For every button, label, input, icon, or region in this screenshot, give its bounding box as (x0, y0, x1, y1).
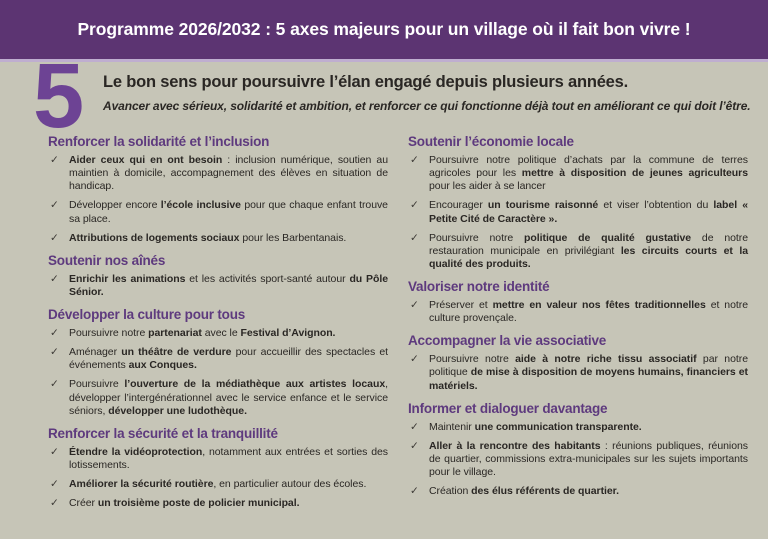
column-right (408, 134, 748, 516)
section-heading: Soutenir nos aînés (48, 252, 166, 268)
bullet-item (48, 478, 388, 491)
section-heading: Valoriser notre identité (408, 279, 550, 294)
checkmark-icon: ✓ (50, 327, 59, 339)
bullet-item (408, 440, 748, 479)
bullet-text: Encourager un tourisme raisonné et viser l’obtention du label « Petite Cité de Caractère ». (429, 199, 748, 225)
checkmark-icon: ✓ (410, 154, 419, 166)
bullet-item (48, 273, 388, 299)
section-heading: Renforcer la solidarité et l’inclusion (48, 134, 270, 149)
bullet-item (48, 446, 388, 472)
bullet-text: Aider ceux qui en ont besoin : inclusion numérique, soutien au maintien à domicile, accompagnement des élèves en situation de handicap. (69, 154, 389, 193)
checkmark-icon: ✓ (410, 231, 419, 244)
program-section (48, 307, 388, 418)
checkmark-icon: ✓ (410, 420, 419, 433)
checkmark-icon: ✓ (410, 439, 419, 452)
bullet-text: Créer un troisième poste de policier municipal. (69, 497, 300, 510)
bullet-text: Améliorer la sécurité routière, en particulier autour des écoles. (69, 478, 367, 490)
bullet-item (48, 154, 388, 193)
bullet-item (48, 497, 388, 510)
bullet-item (48, 327, 388, 340)
program-section (48, 134, 388, 245)
bullet-text: Aménager un théâtre de verdure pour accueillir des spectacles et événements aux Conques. (69, 346, 388, 372)
checkmark-icon: ✓ (50, 346, 59, 359)
bullet-text: Poursuivre l’ouverture de la médiathèque aux artistes locaux, développer l’intergénérationnel avec le service enfance et le service séniors, développer une ludothèque. (69, 378, 388, 417)
bullet-item (408, 199, 748, 225)
bullet-item (408, 154, 748, 193)
bullet-item (408, 232, 748, 271)
program-section (408, 333, 748, 392)
checkmark-icon: ✓ (410, 485, 419, 498)
bullet-text: Attributions de logements sociaux pour les Barbentanais. (69, 231, 347, 244)
checkmark-icon: ✓ (50, 478, 59, 490)
section-heading: Accompagner la vie associative (408, 333, 607, 349)
header-banner (0, 0, 768, 62)
bullet-item (408, 353, 748, 392)
bullet-text: Développer encore l’école inclusive pour que chaque enfant trouve sa place. (69, 199, 388, 225)
bullet-item (408, 299, 748, 325)
checkmark-icon: ✓ (50, 378, 59, 391)
bullet-item (48, 378, 388, 417)
column-left (48, 134, 388, 516)
checkmark-icon: ✓ (50, 497, 59, 510)
bullet-text: Étendre la vidéoprotection, notamment aux entrées et sorties des lotissements. (69, 445, 388, 471)
checkmark-icon: ✓ (50, 231, 59, 244)
bullet-text: Maintenir une communication transparente. (429, 420, 642, 433)
checkmark-icon: ✓ (50, 272, 59, 285)
program-section (408, 279, 748, 325)
program-section (408, 134, 748, 271)
section-heading: Informer et dialoguer davantage (408, 400, 608, 416)
bullet-text: Poursuivre notre partenariat avec le Festival d’Avignon. (69, 327, 336, 339)
program-section (408, 401, 748, 499)
bullet-text: Poursuivre notre politique de qualité gustative de notre restauration municipale en privilégiant les circuits courts et la qualité des produits. (429, 231, 749, 270)
intro-copy (103, 62, 751, 113)
bullet-item (48, 346, 388, 372)
checkmark-icon: ✓ (410, 199, 419, 212)
checkmark-icon: ✓ (410, 353, 419, 366)
program-section (48, 253, 388, 299)
bullet-text: Création des élus référents de quartier. (429, 485, 620, 498)
checkmark-icon: ✓ (410, 299, 419, 311)
bullet-item (48, 199, 388, 225)
intro-subtitle: Avancer avec sérieux, solidarité et ambition, et renforcer ce qui fonctionne déjà tout en améliorant ce qui doit l’être. (103, 99, 751, 113)
bullet-text: Poursuivre notre aide à notre riche tissu associatif par notre politique de mise à disposition de moyens humains, financiers et matériels. (429, 353, 748, 392)
program-section (48, 426, 388, 511)
section-heading: Développer la culture pour tous (48, 307, 246, 322)
bullet-item (408, 485, 748, 498)
program-columns (0, 133, 768, 516)
bullet-text: Poursuivre notre politique d’achats par la commune de terres agricoles pour les mettre à disposition de jeunes agriculteurs pour les aider à se lancer (429, 154, 748, 193)
checkmark-icon: ✓ (50, 445, 59, 458)
section-heading: Renforcer la sécurité et la tranquillité (48, 425, 278, 441)
axis-number: 5 (33, 45, 85, 147)
bullet-text: Enrichir les animations et les activités sport-santé autour du Pôle Sénior. (69, 272, 389, 298)
intro-title: Le bon sens pour poursuivre l’élan engagé depuis plusieurs années. (103, 73, 629, 91)
bullet-text: Préserver et mettre en valeur nos fêtes traditionnelles et notre culture provençale. (429, 299, 748, 325)
bullet-item (408, 421, 748, 434)
checkmark-icon: ✓ (50, 154, 59, 166)
header-title: Programme 2026/2032 : 5 axes majeurs pour un village où il fait bon vivre ! (77, 19, 691, 39)
bullet-item (48, 232, 388, 245)
checkmark-icon: ✓ (50, 199, 59, 212)
bullet-text: Aller à la rencontre des habitants : réunions publiques, réunions de quartier, commissions extra-municipales sur les sujets importants pour le village. (429, 439, 748, 478)
section-heading: Soutenir l’économie locale (408, 134, 574, 149)
